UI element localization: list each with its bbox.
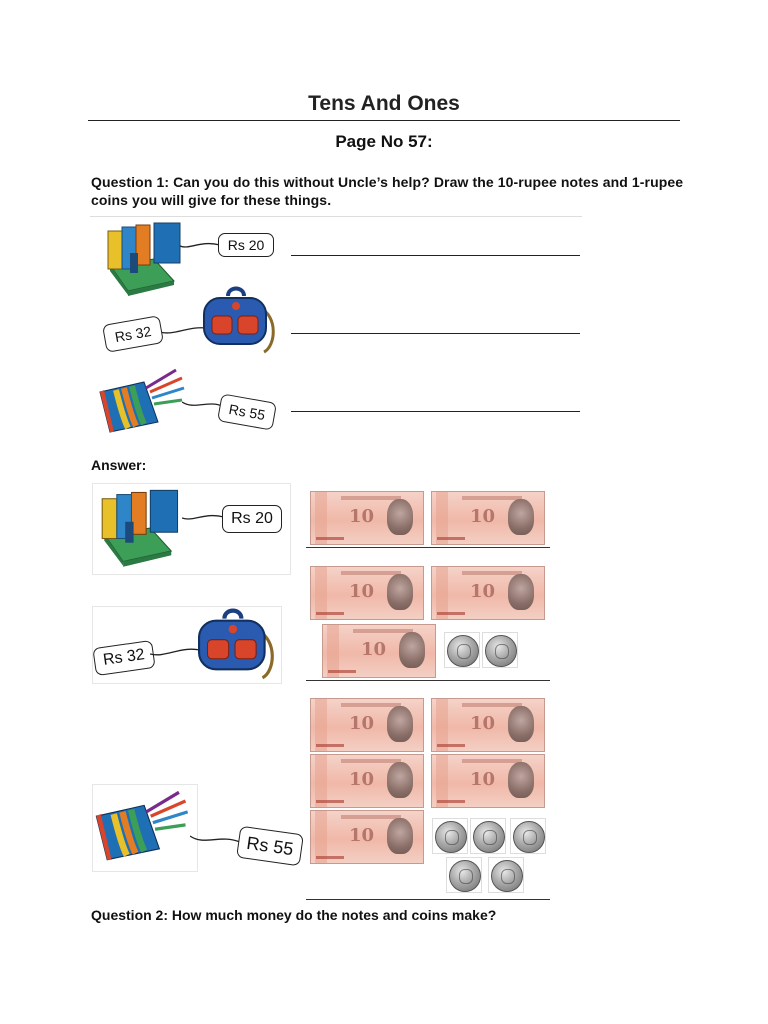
question-1: Question 1: Can you do this without Uncle’s help? Draw the 10-rupee notes and 1-rupee coins you will give for these things. [91, 174, 684, 208]
question-2: Question 2: How much money do the notes and coins make? [91, 907, 497, 923]
ten-rupee-note: 10 [431, 566, 545, 620]
answer-books-icon [98, 486, 188, 568]
page-title: Tens And Ones [308, 92, 460, 115]
ten-rupee-note: 10 [322, 624, 436, 678]
answer-bag-underline [306, 680, 550, 681]
ten-rupee-note: 10 [431, 491, 545, 545]
one-rupee-coin [510, 818, 546, 854]
bag-icon [198, 286, 278, 356]
price-tag-bag: Rs 32 [102, 315, 164, 353]
answer-pencil-box-underline [306, 899, 550, 900]
answer-price-tag-books: Rs 20 [222, 505, 282, 533]
ten-rupee-note: 10 [431, 698, 545, 752]
answer-line-pencil-box[interactable] [291, 411, 580, 412]
answer-price-tag-pencil-box: Rs 55 [236, 826, 304, 867]
ten-rupee-note: 10 [310, 810, 424, 864]
price-tag-pencil-box: Rs 55 [217, 393, 277, 430]
answer-books-tag-string [182, 510, 224, 524]
ten-rupee-note: 10 [310, 698, 424, 752]
answer-books-underline [306, 547, 550, 548]
one-rupee-coin [444, 632, 480, 668]
answer-label: Answer: [91, 457, 147, 473]
ten-rupee-note: 10 [431, 754, 545, 808]
one-rupee-coin [470, 818, 506, 854]
books-icon [104, 219, 190, 297]
price-tag-books: Rs 20 [218, 233, 274, 257]
pencil-box-tag-string [182, 398, 222, 412]
one-rupee-coin [432, 818, 468, 854]
answer-pencil-box-tag-string [190, 830, 240, 850]
answer-pencil-box-icon [92, 786, 192, 866]
answer-bag-icon [192, 608, 278, 682]
page-number: Page No 57: [335, 132, 433, 151]
ten-rupee-note: 10 [310, 491, 424, 545]
answer-line-books[interactable] [291, 255, 580, 256]
title-divider [88, 120, 680, 121]
one-rupee-coin [446, 857, 482, 893]
books-tag-string [180, 238, 220, 252]
question-divider [90, 216, 582, 217]
one-rupee-coin [482, 632, 518, 668]
ten-rupee-note: 10 [310, 754, 424, 808]
one-rupee-coin [488, 857, 524, 893]
ten-rupee-note: 10 [310, 566, 424, 620]
answer-line-bag[interactable] [291, 333, 580, 334]
pencil-box-icon [96, 366, 188, 436]
answer-price-tag-bag: Rs 32 [92, 640, 155, 676]
